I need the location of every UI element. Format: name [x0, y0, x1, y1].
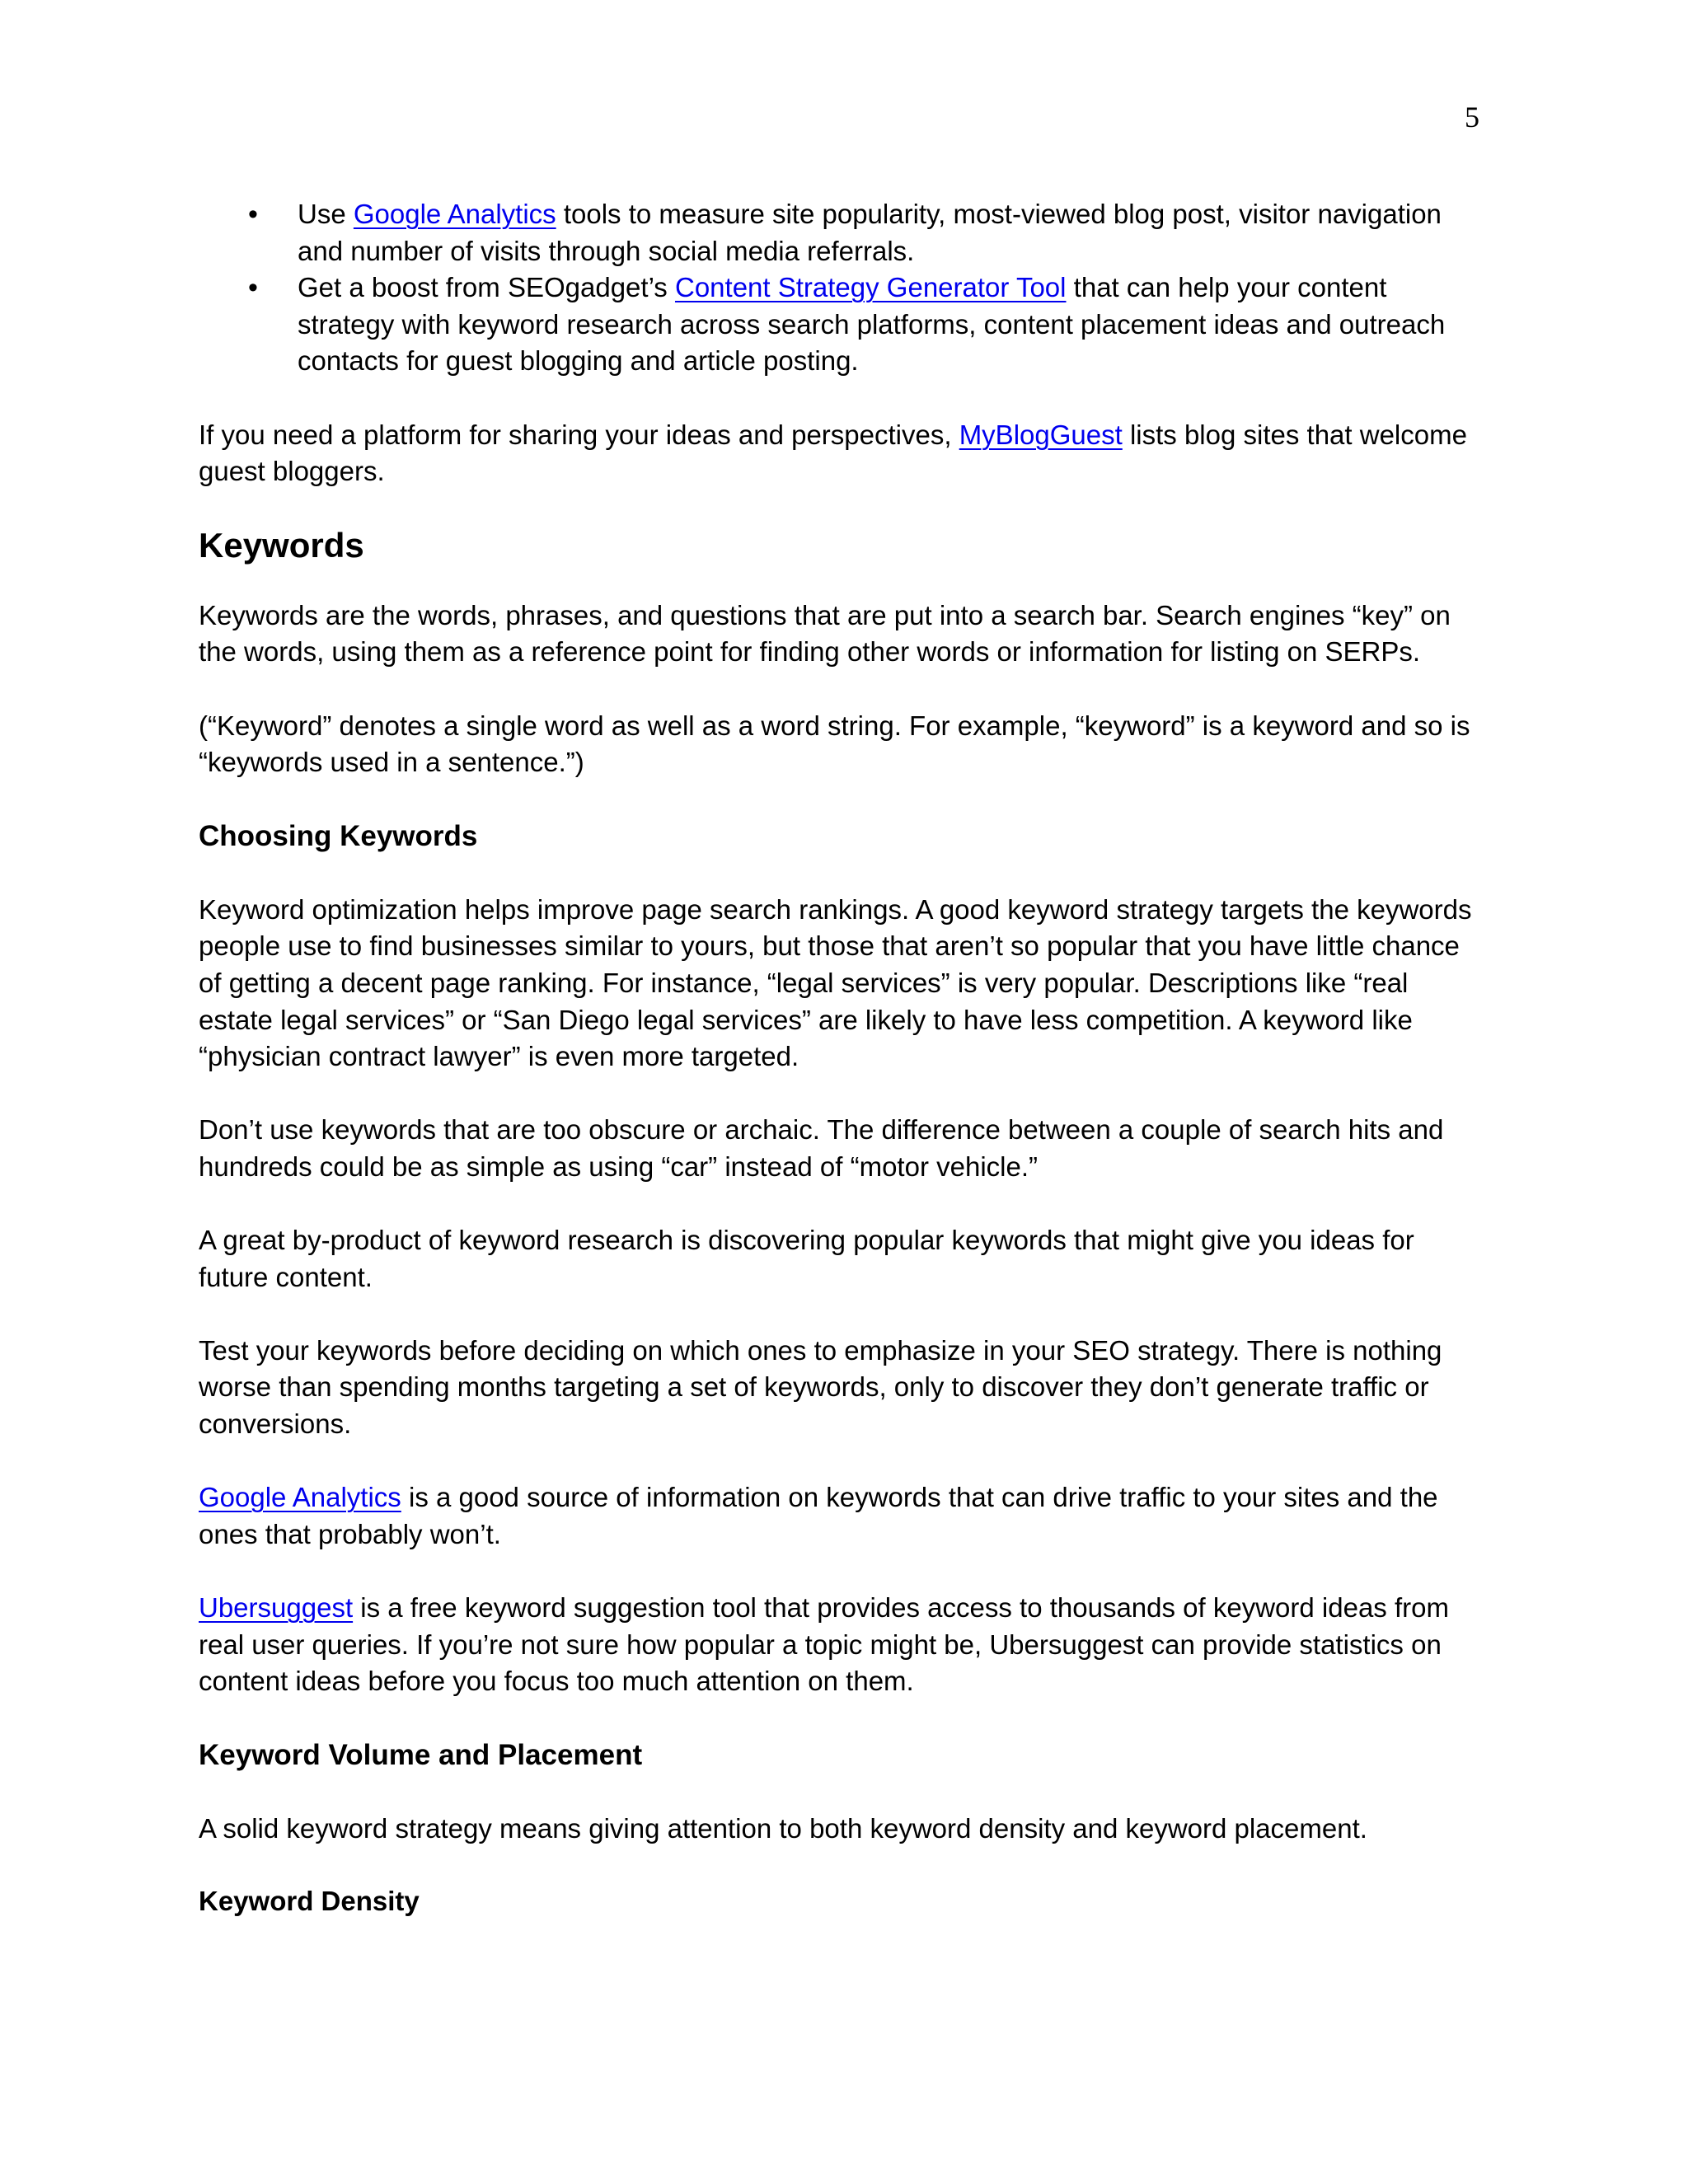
google-analytics-link[interactable]: Google Analytics [199, 1482, 401, 1513]
bullet-text: that can help your content strategy with keyword research across search platforms, content placement ideas and outreach contacts for guest blogging and article posting. [298, 272, 1446, 377]
heading-choosing-keywords: Choosing Keywords [199, 819, 478, 852]
paragraph-keyword-optimization: Keyword optimization helps improve page search rankings. A good keyword strategy targets the keywords people use to find businesses similar to yours, but those that aren’t so popular that you have little chance of getting a decent page ranking. For instance, “legal services” is very popular. Descriptions like “real estate legal services” or “San Diego legal services” are likely to have less competition. A keyword like “physician contract lawyer” is even more targeted. [199, 893, 1472, 1072]
myblogguest-link[interactable]: MyBlogGuest [959, 419, 1123, 450]
paragraph-text: lists blog sites that welcome guest bloggers. [199, 419, 1467, 487]
bullet-text: tools to measure site popularity, most-viewed blog post, visitor navigation and number of visits through social media referrals. [298, 199, 1442, 266]
paragraph-obscure-keywords: Don’t use keywords that are too obscure or archaic. The difference between a couple of search hits and hundreds could be as simple as using “car” instead of “motor vehicle.” [199, 1114, 1444, 1182]
heading-keyword-density: Keyword Density [199, 1886, 420, 1917]
paragraph-text: is a good source of information on keywords that can drive traffic to your sites and the ones that probably won’t. [199, 1482, 1438, 1549]
bullet-item [199, 196, 1481, 269]
page-number: 5 [1465, 101, 1479, 134]
paragraph-keywords-definition: Keywords are the words, phrases, and questions that are put into a search bar. Search engines “key” on the words, using them as a reference point for finding other words or information for listing on SERPs. [199, 599, 1451, 668]
bullet-item [199, 269, 1481, 380]
ubersuggest-link[interactable]: Ubersuggest [199, 1592, 354, 1623]
google-analytics-link[interactable]: Google Analytics [353, 199, 556, 229]
page-content [199, 196, 1481, 1919]
paragraph-ubersuggest [199, 1590, 1481, 1700]
bullet-text: Use [298, 199, 354, 229]
heading-keyword-volume-placement: Keyword Volume and Placement [199, 1738, 643, 1771]
paragraph-keyword-note: (“Keyword” denotes a single word as well as a word string. For example, “keyword” is a keyword and so is “keywords used in a sentence.”) [199, 710, 1470, 778]
paragraph-text: is a free keyword suggestion tool that provides access to thousands of keyword ideas from real user queries. If you’re not sure how popular a topic might be, Ubersuggest can provide statistics on content ideas before you focus too much attention on them. [199, 1592, 1449, 1697]
content-strategy-generator-link[interactable]: Content Strategy Generator Tool [674, 272, 1067, 303]
paragraph-google-analytics [199, 1479, 1481, 1553]
paragraph-text: If you need a platform for sharing your ideas and perspectives, [199, 419, 959, 450]
tools-bullet-list [199, 196, 1481, 380]
paragraph-test-keywords: Test your keywords before deciding on which ones to emphasize in your SEO strategy. There is nothing worse than spending months targeting a set of keywords, only to discover they don’t generate traffic or conversions. [199, 1334, 1442, 1440]
paragraph-platform [199, 417, 1481, 490]
heading-keywords: Keywords [199, 525, 364, 565]
paragraph-keyword-volume: A solid keyword strategy means giving attention to both keyword density and keyword placement. [199, 1812, 1367, 1844]
bullet-text: Get a boost from SEOgadget’s [298, 272, 675, 303]
paragraph-byproduct: A great by-product of keyword research is discovering popular keywords that might give you ideas for future content. [199, 1225, 1414, 1292]
